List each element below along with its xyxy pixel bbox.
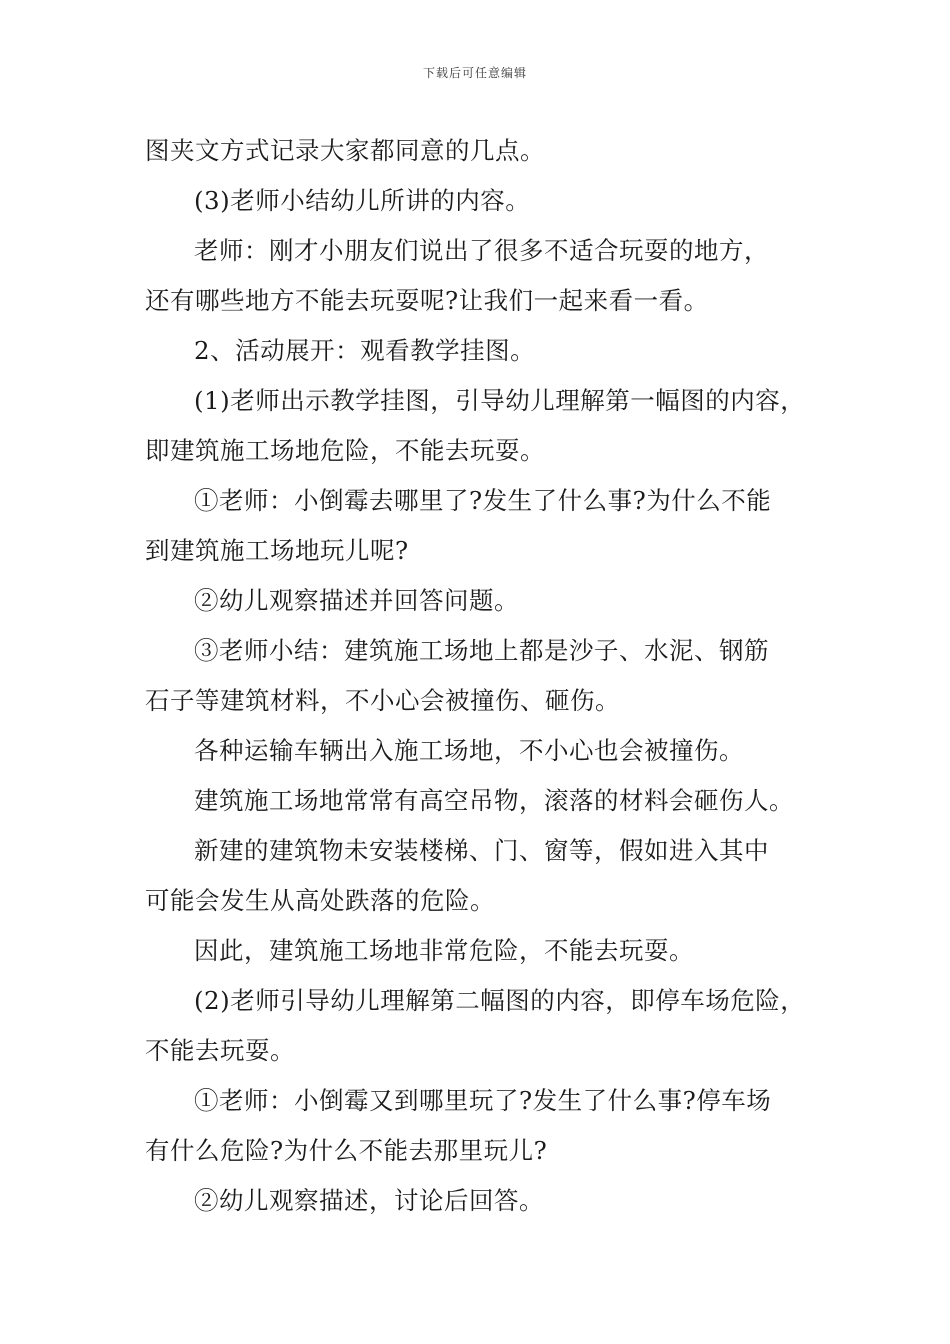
text-line: 图夹文方式记录大家都同意的几点。 — [145, 136, 545, 165]
text-line: 因此，建筑施工场地非常危险，不能去玩耍。 — [194, 936, 694, 965]
text-line: ①老师：小倒霉又到哪里玩了?发生了什么事?停车场 — [194, 1086, 772, 1115]
text-line: 还有哪些地方不能去玩耍呢?让我们一起来看一看。 — [145, 286, 709, 315]
text-line: 建筑施工场地常常有高空吊物，滚落的材料会砸伤人。 — [194, 786, 794, 815]
text-line: (3)老师小结幼儿所讲的内容。 — [194, 186, 531, 215]
text-line: ③老师小结：建筑施工场地上都是沙子、水泥、钢筋 — [194, 636, 769, 665]
text-line: 到建筑施工场地玩儿呢? — [145, 536, 409, 565]
document-body — [145, 126, 820, 1226]
text-line: 可能会发生从高处跌落的危险。 — [145, 886, 495, 915]
text-line: (1)老师出示教学挂图，引导幼儿理解第一幅图的内容， — [194, 386, 806, 415]
text-line: ②幼儿观察描述，讨论后回答。 — [194, 1186, 544, 1215]
text-line: 各种运输车辆出入施工场地，不小心也会被撞伤。 — [194, 736, 744, 765]
text-line: 2、活动展开：观看教学挂图。 — [194, 336, 536, 365]
page-header: 下载后可任意编辑 — [422, 66, 527, 80]
text-line: 新建的建筑物未安装楼梯、门、窗等，假如进入其中 — [194, 836, 769, 865]
text-line: ②幼儿观察描述并回答问题。 — [194, 586, 519, 615]
text-line: 不能去玩耍。 — [145, 1036, 295, 1065]
text-line: 石子等建筑材料，不小心会被撞伤、砸伤。 — [145, 686, 620, 715]
text-line: ①老师：小倒霉去哪里了?发生了什么事?为什么不能 — [194, 486, 772, 515]
text-line: (2)老师引导幼儿理解第二幅图的内容，即停车场危险， — [194, 986, 806, 1015]
text-line: 有什么危险?为什么不能去那里玩儿? — [145, 1136, 548, 1165]
text-line: 即建筑施工场地危险，不能去玩耍。 — [145, 436, 545, 465]
text-line: 老师：刚才小朋友们说出了很多不适合玩耍的地方， — [194, 236, 769, 265]
